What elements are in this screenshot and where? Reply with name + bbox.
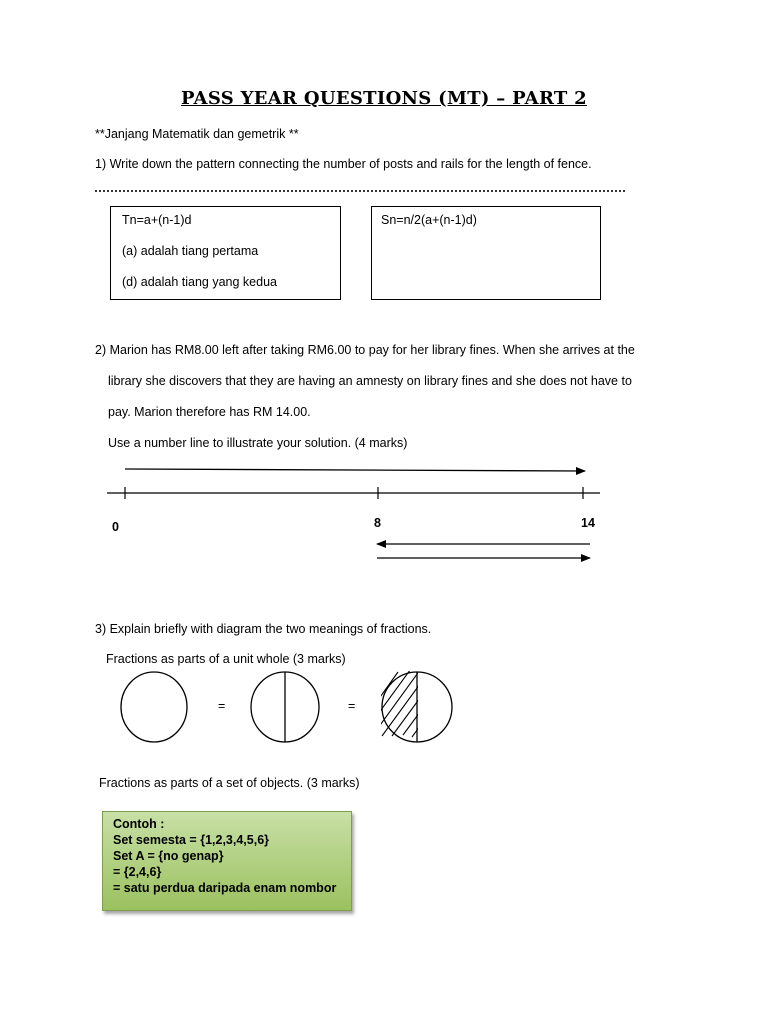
definition-d: (d) adalah tiang yang kedua <box>122 275 277 289</box>
example-line-4: = {2,4,6} <box>113 865 162 879</box>
shaded-half-hatching <box>378 666 452 742</box>
question-2-line-3: pay. Marion therefore has RM 14.00. <box>108 405 311 419</box>
example-line-5: = satu perdua daripada enam nombor <box>113 881 337 895</box>
tick-label-0: 0 <box>112 520 119 534</box>
example-line-3: Set A = {no genap} <box>113 849 224 863</box>
formula-tn: Tn=a+(n-1)d <box>122 213 192 227</box>
fraction-set-heading: Fractions as parts of a set of objects. (3 marks) <box>99 776 360 790</box>
example-line-2: Set semesta = {1,2,3,4,5,6} <box>113 833 270 847</box>
question-2-instruction: Use a number line to illustrate your solution. (4 marks) <box>108 436 408 450</box>
question-2-line-1: 2) Marion has RM8.00 left after taking RM6.00 to pay for her library fines. When she arrives at the <box>95 343 635 357</box>
equals-sign-2: = <box>348 699 356 713</box>
question-1-text: 1) Write down the pattern connecting the number of posts and rails for the length of fence. <box>95 157 592 171</box>
question-3-text: 3) Explain briefly with diagram the two meanings of fractions. <box>95 622 432 636</box>
arrow-0-to-14 <box>125 469 585 471</box>
formula-sn: Sn=n/2(a+(n-1)d) <box>381 213 477 227</box>
subtitle: **Janjang Matematik dan gemetrik ** <box>95 127 299 141</box>
example-box <box>102 811 352 911</box>
definition-a: (a) adalah tiang pertama <box>122 244 259 258</box>
whole-circle <box>121 672 187 742</box>
question-2-line-2: library she discovers that they are having an amnesty on library fines and she does not have to <box>108 374 632 388</box>
equals-sign-1: = <box>218 699 226 713</box>
example-line-1: Contoh : <box>113 817 165 831</box>
tick-label-8: 8 <box>374 516 381 530</box>
tick-label-14: 14 <box>581 516 595 530</box>
fraction-unit-whole-heading: Fractions as parts of a unit whole (3 marks) <box>106 652 346 666</box>
page-title: PASS YEAR QUESTIONS (MT) – PART 2 <box>181 88 587 109</box>
